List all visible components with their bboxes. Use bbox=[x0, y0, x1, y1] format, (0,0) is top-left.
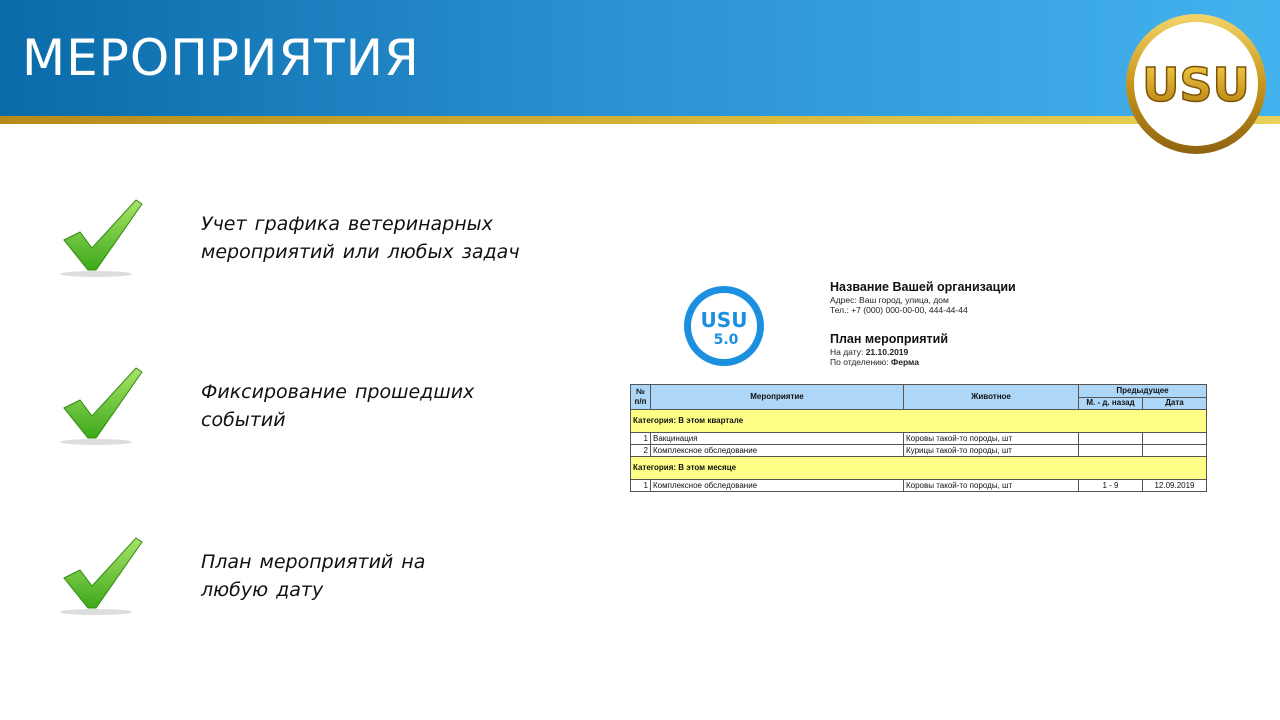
checkmark-icon bbox=[56, 198, 152, 280]
document-header bbox=[830, 280, 1190, 367]
table-row: 1 Вакцинация Коровы такой-то породы, шт bbox=[631, 433, 1207, 445]
feature-item bbox=[56, 198, 576, 288]
header-animal: Животное bbox=[904, 385, 1079, 410]
usu-logo-text: USU bbox=[1142, 58, 1250, 112]
events-table bbox=[630, 384, 1207, 492]
header-previous: Предыдущее bbox=[1079, 385, 1207, 398]
feature-item bbox=[56, 536, 576, 626]
checkmark-icon bbox=[56, 366, 152, 448]
header-date: Дата bbox=[1143, 397, 1207, 410]
org-address: Адрес: Ваш город, улица, дом bbox=[830, 295, 949, 305]
doc-logo-text: USU bbox=[700, 308, 748, 332]
table-row: 1 Комплексное обследование Коровы такой-то породы, шт 1 - 9 12.09.2019 bbox=[631, 480, 1207, 492]
plan-department: По отделению: Ферма bbox=[830, 357, 919, 367]
header-num: № п/п bbox=[631, 385, 651, 410]
usu-5-logo bbox=[682, 284, 766, 368]
table-row: 2 Комплексное обследование Курицы такой-то породы, шт bbox=[631, 445, 1207, 457]
header-event: Мероприятие bbox=[651, 385, 904, 410]
category-row: Категория: В этом квартале bbox=[631, 410, 1207, 433]
feature-text: План мероприятий на любую дату bbox=[201, 551, 426, 601]
slide-title: МЕРОПРИЯТИЯ bbox=[22, 29, 420, 87]
usu-logo-badge bbox=[1124, 12, 1268, 156]
feature-item bbox=[56, 366, 576, 456]
category-row: Категория: В этом месяце bbox=[631, 457, 1207, 480]
header-ago: М. - д. назад bbox=[1079, 397, 1143, 410]
feature-text: Фиксирование прошедших событий bbox=[201, 381, 475, 431]
org-name: Название Вашей организации bbox=[830, 280, 1016, 294]
plan-title: План мероприятий bbox=[830, 332, 949, 346]
plan-date: На дату: 21.10.2019 bbox=[830, 347, 909, 357]
report-preview bbox=[628, 276, 1210, 500]
org-phone: Тел.: +7 (000) 000-00-00, 444-44-44 bbox=[830, 305, 968, 315]
header-stripe bbox=[0, 116, 1280, 124]
feature-text: Учет графика ветеринарных мероприятий или любых задач bbox=[201, 213, 520, 263]
checkmark-icon bbox=[56, 536, 152, 618]
doc-logo-version: 5.0 bbox=[713, 332, 739, 348]
